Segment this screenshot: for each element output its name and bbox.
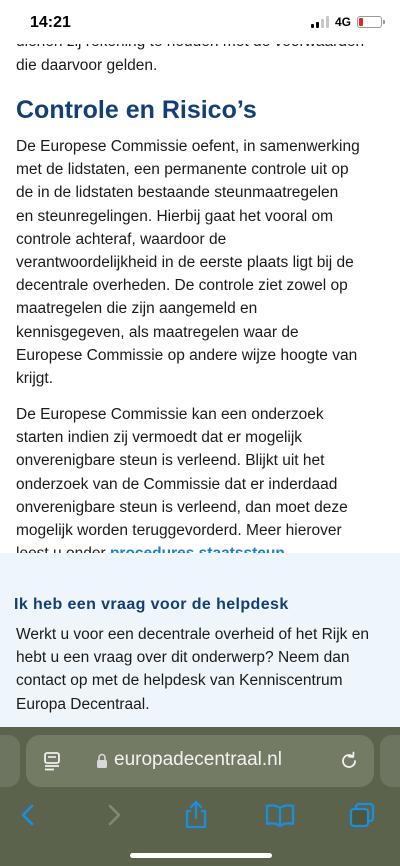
text-line: kennisgegeven, als maatregelen waar de xyxy=(16,323,299,341)
text-line: contact op met de helpdesk van Kenniscentrum xyxy=(16,672,343,690)
browser-toolbar xyxy=(0,795,400,835)
text-line: met de lidstaten, een permanente controle uit op xyxy=(16,161,349,179)
bookmarks-icon xyxy=(264,802,296,828)
share-button[interactable] xyxy=(176,795,216,835)
forward-icon xyxy=(105,803,123,827)
reader-icon[interactable] xyxy=(42,751,62,771)
text-line: controle achteraf, waardoor de xyxy=(16,230,227,248)
bookmarks-button[interactable] xyxy=(260,795,300,835)
network-label: 4G xyxy=(334,15,351,29)
tabs-button[interactable] xyxy=(342,795,382,835)
helpdesk-title: Ik heb een vraag voor de helpdesk xyxy=(14,596,289,613)
text-line: De Europese Commissie kan een onderzoek xyxy=(16,406,324,423)
status-bar xyxy=(0,0,400,44)
url-text[interactable]: europadecentraal.nl xyxy=(114,749,282,770)
helpdesk-text xyxy=(0,623,385,716)
back-button[interactable] xyxy=(8,795,48,835)
status-indicators xyxy=(311,15,382,29)
text-line: mogelijk worden teruggevorderd. Meer hierover xyxy=(16,522,342,540)
text-line: Europa Decentraal. xyxy=(16,695,150,713)
address-bar[interactable] xyxy=(26,735,374,787)
signal-icon xyxy=(311,16,329,28)
status-time: 14:21 xyxy=(30,14,71,31)
forward-button[interactable] xyxy=(94,795,134,835)
battery-icon xyxy=(357,16,382,28)
text-line: De Europese Commissie oefent, in samenwerking xyxy=(16,138,360,155)
back-icon xyxy=(19,803,37,827)
previous-tab-preview[interactable] xyxy=(0,735,20,787)
text-line: hebt u een vraag over dit onderwerp? Neem dan xyxy=(16,649,350,667)
text-line: Werkt u voor een decentrale overheid of het Rijk en xyxy=(16,626,369,643)
tabs-icon xyxy=(348,801,376,829)
text-line: verantwoordelijkheid in de eerste plaats ligt bij de xyxy=(16,254,354,272)
text-line: en steunregelingen. Hierbij gaat het vooral om xyxy=(16,207,334,225)
text-line: Europese Commissie op andere wijze hoogte van xyxy=(16,346,358,364)
share-icon xyxy=(183,800,209,830)
text-line: de in de lidstaten bestaande steunmaatregelen xyxy=(16,184,339,202)
previous-paragraph-end: die daarvoor gelden. xyxy=(16,57,158,74)
paragraph-onderzoek xyxy=(0,403,364,565)
text-line: maatregelen die zijn aangemeld en xyxy=(16,300,258,318)
text-line: onverenigbare steun is verleend, dan moet deze xyxy=(16,498,348,516)
browser-bar xyxy=(0,727,400,866)
text-line: onderzoek van de Commissie dat er inderdaad xyxy=(16,475,338,493)
lock-icon xyxy=(96,753,108,769)
text-line: krijgt. xyxy=(16,370,54,388)
section-title: Controle en Risico’s xyxy=(16,96,257,124)
reload-icon[interactable] xyxy=(338,750,360,772)
paragraph-controle xyxy=(0,135,376,390)
text-line: starten indien zij vermoedt dat er mogelijk xyxy=(16,429,303,447)
next-tab-preview[interactable] xyxy=(380,735,400,787)
home-indicator[interactable] xyxy=(130,853,272,858)
text-line: onverenigbare steun is verleend. Blijkt uit het xyxy=(16,452,325,470)
text-line: decentrale overheden. De controle ziet zowel op xyxy=(16,277,348,295)
